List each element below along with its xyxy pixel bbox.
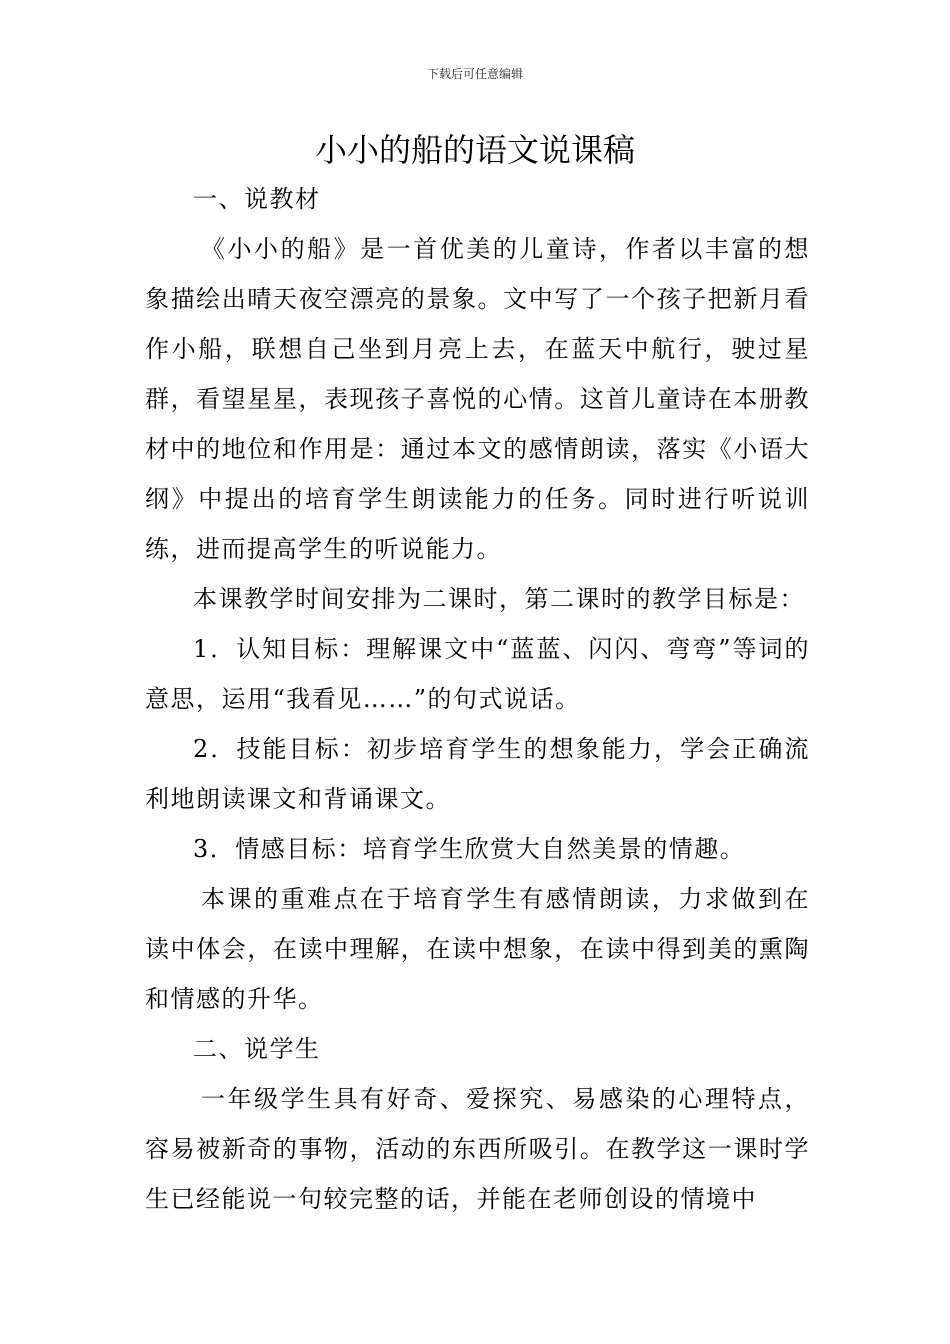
paragraph-material-intro: 《小小的船》是一首优美的儿童诗，作者以丰富的想象描绘出晴天夜空漂亮的景象。文中写了一个孩子把新月看作小船，联想自己坐到月亮上去，在蓝天中航行，驶过星群，看望星星，表现孩子喜悦的心情。这首儿童诗在本册教材中的地位和作用是：通过本文的感情朗读，落实《小语大纲》中提出的培育学生朗读能力的任务。同时进行听说训练，进而提高学生的听说能力。 bbox=[145, 235, 810, 563]
paragraph-goal-cognitive: 1．认知目标：理解课文中“蓝蓝、闪闪、弯弯”等词的意思，运用“我看见……”的句式说话。 bbox=[145, 635, 810, 713]
paragraph-students: 一年级学生具有好奇、爱探究、易感染的心理特点，容易被新奇的事物，活动的东西所吸引。在教学这一课时学生已经能说一句较完整的话，并能在老师创设的情境中 bbox=[145, 1085, 810, 1213]
document-body bbox=[145, 174, 810, 1224]
paragraph-key-points: 本课的重难点在于培育学生有感情朗读，力求做到在读中体会，在读中理解，在读中想象，在读中得到美的熏陶和情感的升华。 bbox=[145, 885, 810, 1013]
document-title: 小小的船的语文说课稿 bbox=[314, 131, 635, 169]
paragraph-schedule: 本课教学时间安排为二课时，第二课时的教学目标是： bbox=[193, 585, 805, 613]
paragraph-goal-emotion: 3．情感目标：培育学生欣赏大自然美景的情趣。 bbox=[193, 835, 746, 863]
section-heading-students: 二、说学生 bbox=[193, 1035, 321, 1063]
section-heading-teaching-material: 一、说教材 bbox=[193, 185, 321, 213]
paragraph-goal-skill: 2．技能目标：初步培育学生的想象能力，学会正确流利地朗读课文和背诵课文。 bbox=[145, 735, 810, 813]
header-note: 下载后可任意编辑 bbox=[426, 67, 523, 81]
